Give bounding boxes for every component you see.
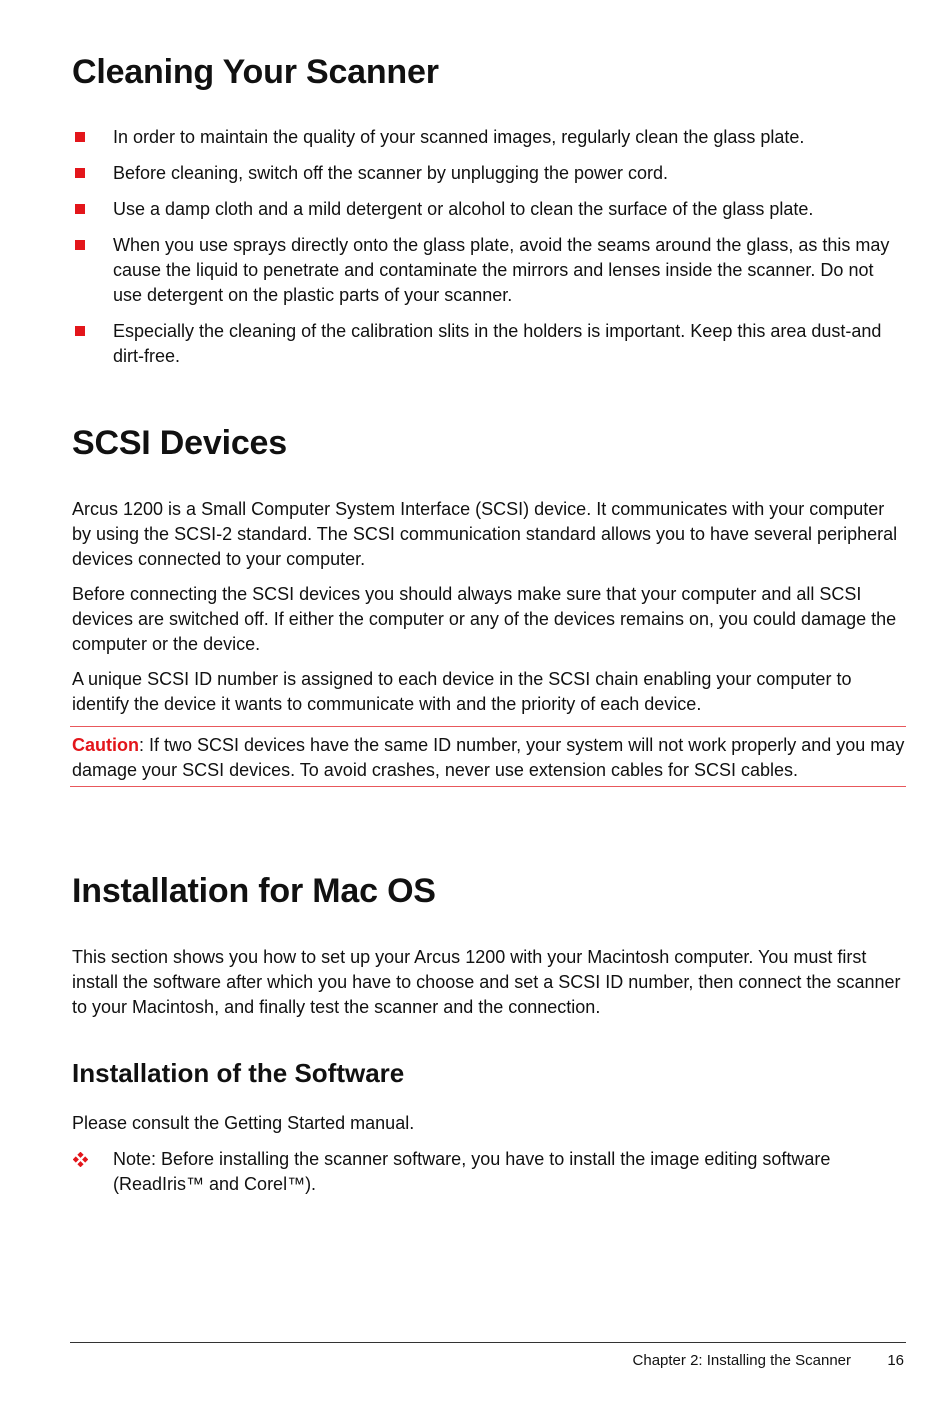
note-item: Note: Before installing the scanner software, you have to install the image editing software (ReadIris™ and Corel™). [72,1147,906,1197]
paragraph: A unique SCSI ID number is assigned to each device in the SCSI chain enabling your computer to identify the device it wants to communicate with and the priority of each device. [72,669,852,714]
cleaning-list [72,125,906,380]
caution-label: Caution [72,735,139,755]
paragraph: This section shows you how to set up your Arcus 1200 with your Macintosh computer. You must first install the software after which you have to choose and set a SCSI ID number, then connect the scanner to your Macintosh, and finally test the scanner and the connection. [72,947,901,1017]
note-block [72,1147,906,1197]
mac-paragraph-block [72,945,906,1030]
caution-text: : If two SCSI devices have the same ID number, your system will not work properly and you may damage your SCSI devices. To avoid crashes, never use extension cables for SCSI cables. [72,735,905,780]
list-item: Before cleaning, switch off the scanner by unplugging the power cord. [72,161,906,186]
footer-rule [70,1342,906,1343]
footer-chapter-title: Chapter 2: Installing the Scanner [632,1352,851,1369]
list-item: When you use sprays directly onto the glass plate, avoid the seams around the glass, as this may cause the liquid to penetrate and contaminate the mirrors and lenses inside the scanner. Do not use detergent on the plastic parts of your scanner. [72,233,906,308]
square-bullet-icon [75,168,85,178]
paragraph: Please consult the Getting Started manual. [72,1113,415,1133]
square-bullet-icon [75,240,85,250]
square-bullet-icon [75,204,85,214]
heading-installation-mac-os: Installation for Mac OS [72,872,436,910]
square-bullet-icon [75,326,85,336]
list-item: Especially the cleaning of the calibration slits in the holders is important. Keep this area dust-and dirt-free. [72,319,906,369]
square-bullet-icon [75,132,85,142]
footer-page-number: 16 [887,1352,904,1369]
paragraph: Arcus 1200 is a Small Computer System Interface (SCSI) device. It communicates with your computer by using the SCSI-2 standard. The SCSI communication standard allows you to have several peripheral devices connected to your computer. [72,499,898,569]
list-item: In order to maintain the quality of your scanned images, regularly clean the glass plate. [72,125,906,150]
heading-installation-software: Installation of the Software [72,1058,405,1088]
heading-scsi-devices: SCSI Devices [72,424,287,462]
four-diamond-bullet-icon [73,1152,88,1167]
caution-box [70,726,906,787]
paragraph: Before connecting the SCSI devices you should always make sure that your computer and all SCSI devices are switched off. If either the computer or any of the devices remains on, you could damage the computer or the device. [72,584,897,654]
heading-cleaning: Cleaning Your Scanner [72,53,439,91]
software-paragraph-block [72,1111,906,1146]
scsi-paragraphs [72,497,906,727]
list-item: Use a damp cloth and a mild detergent or alcohol to clean the surface of the glass plate. [72,197,906,222]
